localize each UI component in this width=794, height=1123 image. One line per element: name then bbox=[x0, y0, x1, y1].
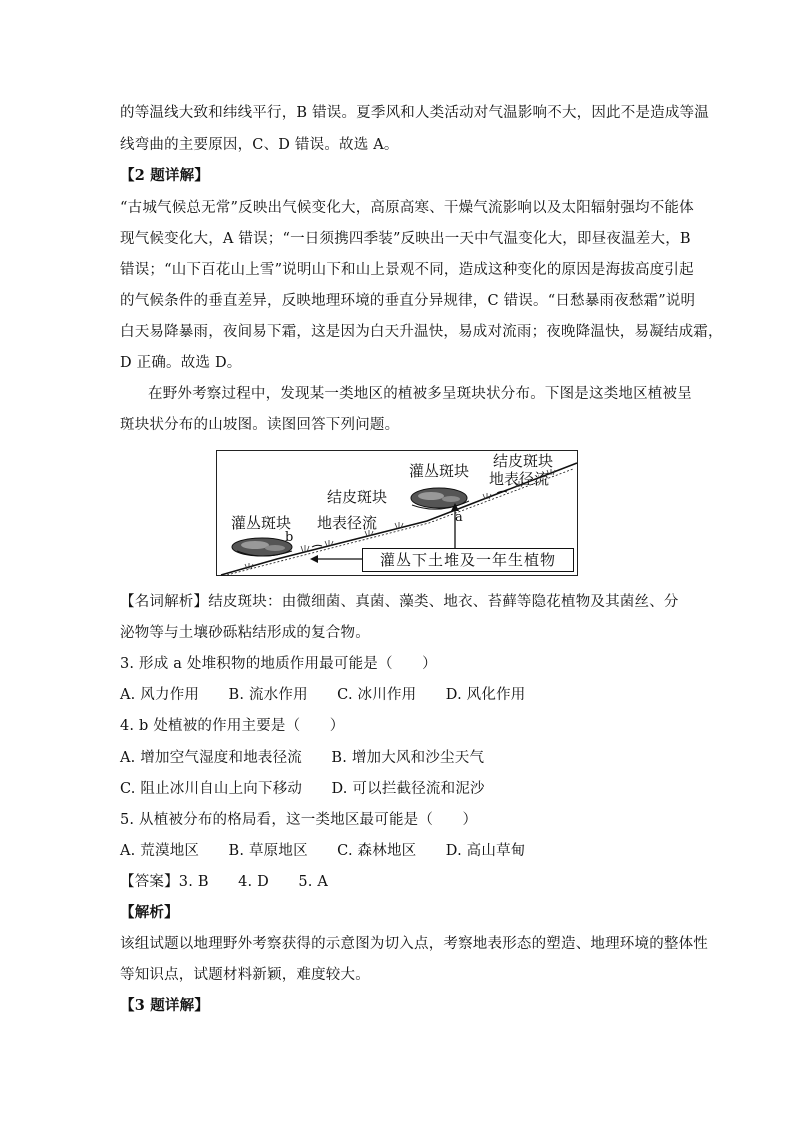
arrow-head-icon bbox=[310, 555, 318, 563]
label-a: a bbox=[455, 510, 463, 525]
question-intro: 斑块状分布的山坡图。读图回答下列问题。 bbox=[120, 417, 400, 433]
text-line: 的等温线大致和纬线平行，B 错误。夏季风和人类活动对气温影响不大，因此不是造成等温 bbox=[120, 105, 709, 121]
text-line: D 正确。故选 D。 bbox=[120, 355, 242, 371]
text-line: 现气候变化大，A 错误；“一日须携四季装”反映出一天中气温变化大，即昼夜温差大，B bbox=[120, 231, 691, 247]
question-4-options: C. 阻止冰川自山上向下移动 D. 可以拦截径流和泥沙 bbox=[120, 781, 485, 797]
label-runoff-mid: 地表径流 bbox=[317, 514, 378, 532]
label-shrub-patch-right: 灌丛斑块 bbox=[409, 462, 470, 480]
text-line: 该组试题以地理野外考察获得的示意图为切入点，考察地表形态的塑造、地理环境的整体性 bbox=[120, 936, 708, 952]
shrub-patch-b-icon bbox=[232, 538, 292, 556]
runoff-mark-icon bbox=[312, 545, 322, 547]
label-runoff-right: 地表径流 bbox=[489, 470, 550, 488]
label-crust-patch-mid: 结皮斑块 bbox=[327, 488, 388, 506]
text-line: “古城气候总无常”反映出气候变化大，高原高寒、干燥气流影响以及太阳辐射强均不能体 bbox=[120, 200, 694, 216]
answer-line: 【答案】3. B 4. D 5. A bbox=[120, 874, 329, 890]
label-shrub-patch-left: 灌丛斑块 bbox=[231, 514, 292, 532]
section-heading: 【3 题详解】 bbox=[120, 997, 210, 1014]
text-line: 线弯曲的主要原因，C、D 错误。故选 A。 bbox=[120, 137, 399, 153]
text-line: 等知识点，试题材料新颖，难度较大。 bbox=[120, 967, 370, 983]
definition-line: 【名词解析】结皮斑块：由微细菌、真菌、藻类、地衣、苔藓等隐花植物及其菌丝、分 bbox=[120, 594, 679, 610]
slope-diagram bbox=[216, 450, 578, 576]
question-5-options: A. 荒漠地区 B. 草原地区 C. 森林地区 D. 高山草甸 bbox=[120, 843, 526, 859]
question-intro: 在野外考察过程中，发现某一类地区的植被多呈斑块状分布。下图是这类地区植被呈 bbox=[148, 386, 692, 402]
definition-line: 泌物等与土壤砂砾粘结形成的复合物。 bbox=[120, 625, 370, 641]
question-4: 4. b 处植被的作用主要是（ ） bbox=[120, 718, 345, 734]
question-4-options: A. 增加空气湿度和地表径流 B. 增加大风和沙尘天气 bbox=[120, 750, 485, 766]
text-line: 白天易降暴雨，夜间易下霜，这是因为白天升温快，易成对流雨；夜晚降温快，易凝结成霜， bbox=[120, 324, 723, 340]
question-3-options: A. 风力作用 B. 流水作用 C. 冰川作用 D. 风化作用 bbox=[120, 687, 526, 703]
label-crust-patch-right: 结皮斑块 bbox=[493, 452, 554, 470]
label-b: b bbox=[285, 530, 294, 545]
question-3: 3. 形成 a 处堆积物的地质作用最可能是（ ） bbox=[120, 656, 437, 672]
section-heading: 【2 题详解】 bbox=[120, 167, 210, 184]
question-5: 5. 从植被分布的格局看，这一类地区最可能是（ ） bbox=[120, 812, 478, 828]
text-line: 错误；“山下百花山上雪”说明山下和山上景观不同，造成这种变化的原因是海拔高度引起 bbox=[120, 262, 694, 278]
section-heading: 【解析】 bbox=[120, 904, 179, 921]
text-line: 的气候条件的垂直差异，反映地理环境的垂直分异规律，C 错误。“日愁暴雨夜愁霜”说明 bbox=[120, 293, 696, 309]
shrub-patch-a-icon bbox=[411, 488, 469, 509]
label-box-shrub-mound: 灌丛下土堆及一年生植物 bbox=[362, 548, 574, 572]
